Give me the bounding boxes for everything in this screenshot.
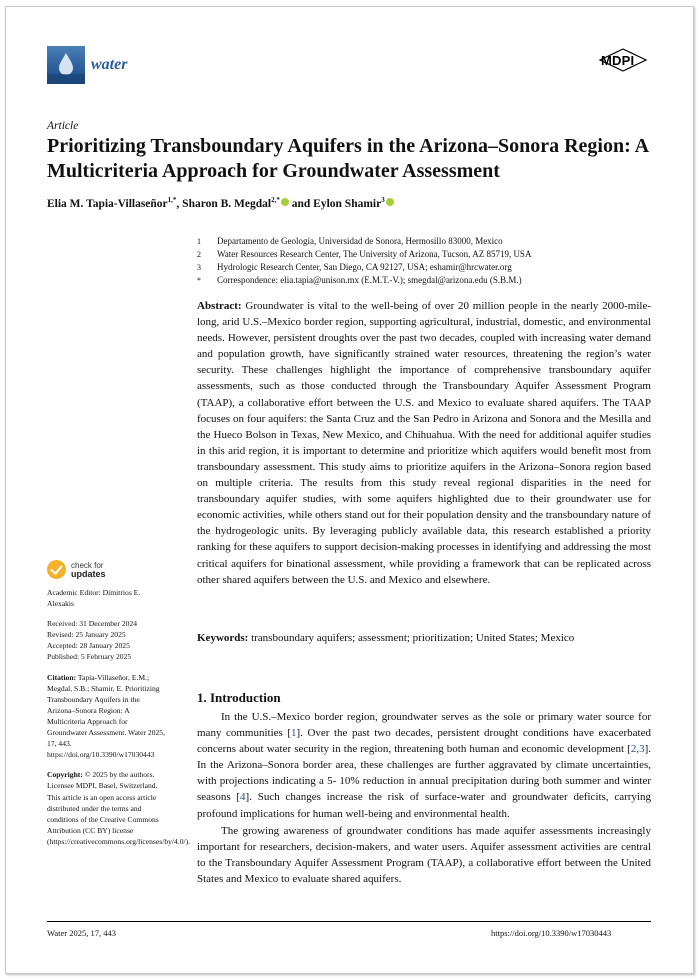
author-affiliation-mark: 2,* — [271, 196, 280, 204]
check-for-updates-badge[interactable] — [47, 560, 167, 579]
citation-text: Tapia-Villaseñor, E.M.; Megdal, S.B.; Shamir, E. Prioritizing Transboundary Aquifers in the Arizona–Sonora Region: A Multicriteria Approach for Groundwater Assessment. Water 2025, 17, 443. https://doi.org/10.3390/w17030443 — [47, 672, 165, 760]
keywords — [197, 630, 651, 646]
publisher-logo-text: MDPI — [601, 53, 635, 68]
author-affiliation-mark: 3 — [381, 196, 385, 204]
paper-title: Prioritizing Transboundary Aquifers in the Arizona–Sonora Region: A Multicriteria Approach for Groundwater Assessment — [47, 135, 648, 182]
author-separator: , — [176, 197, 183, 210]
affiliation-item — [197, 274, 657, 287]
affiliation-text: Water Resources Research Center, The University of Arizona, Tucson, AZ 85719, USA — [217, 249, 532, 259]
keywords-label: Keywords: — [197, 632, 249, 644]
correspondence-text: Correspondence: elia.tapia@unison.mx (E.M.T.-V.); smegdal@arizona.edu (S.B.M.) — [217, 275, 522, 285]
journal-name: water — [91, 56, 128, 73]
citation-link[interactable]: 4 — [240, 791, 246, 804]
text-run: ]. Such changes increase the risk of surface-water and groundwater deficits, carrying profound implications for human well-being and environmental health. — [197, 791, 651, 820]
orcid-icon[interactable] — [386, 198, 394, 206]
affiliation-number: 3 — [197, 263, 201, 272]
affiliation-item — [197, 235, 657, 248]
abstract — [197, 298, 651, 588]
affiliation-item — [197, 248, 657, 261]
affiliation-item — [197, 261, 657, 274]
citation-link[interactable]: 1 — [291, 727, 297, 740]
copyright-label: Copyright: — [47, 770, 83, 780]
text-run: ]. In the Arizona–Sonora border area, these challenges are further aggravated by climate uncertainties, with projections indicating a 5- 10% reduction in annual precipitation during both summer and winter seasons [ — [197, 743, 651, 804]
water-drop-icon — [47, 46, 85, 84]
dates-block — [47, 618, 167, 662]
journal-logo — [47, 46, 127, 84]
citation-label: Citation: — [47, 672, 77, 682]
body-paragraph — [197, 709, 651, 822]
revised-date: Revised: 25 January 2025 — [47, 630, 126, 640]
author-list — [47, 196, 394, 210]
author-name[interactable]: Sharon B. Megdal — [182, 197, 272, 210]
published-date: Published: 5 February 2025 — [47, 652, 132, 662]
check-line-bold: updates — [71, 568, 106, 579]
copyright-text: © 2025 by the authors. Licensee MDPI, Basel, Switzerland. This article is an open access article distributed under the terms and conditions of the Creative Commons Attribution (CC BY) license (https://creativecommons.org/licenses/by/4.0/). — [47, 770, 191, 846]
text-run: In the U.S.–Mexico border region, groundwater serves as the sole or primary water source for many communities [ — [197, 711, 651, 740]
academic-editor: Academic Editor: Dimitrios E. Alexakis — [47, 588, 141, 609]
footer-journal-ref: Water 2025, 17, 443 — [47, 928, 116, 938]
article-type: Article — [47, 120, 79, 132]
affiliation-number: 1 — [197, 237, 201, 246]
article-sidebar — [47, 560, 191, 856]
author-separator: and — [288, 197, 314, 210]
mdpi-logo-icon — [597, 48, 649, 77]
citation-link[interactable]: 2,3 — [630, 743, 645, 756]
copyright-block — [47, 769, 191, 847]
accepted-date: Accepted: 28 January 2025 — [47, 641, 130, 651]
check-line: check for — [71, 560, 104, 570]
footer-rule — [47, 921, 651, 922]
body-paragraph: The growing awareness of groundwater conditions has made aquifer assessments increasingly important for researchers, decision-makers, and water users. Aquifer assessment activities are central to the Transboundary Aquifer Assessment Program (TAAP), a collaborative effort between the United States and Mexico to evaluate shared aquifers. — [197, 824, 651, 885]
introduction-body — [197, 709, 651, 887]
author-affiliation-mark: 1,* — [167, 196, 177, 204]
author-name[interactable]: Eylon Shamir — [313, 197, 382, 210]
author-name[interactable]: Elia M. Tapia-Villaseñor — [47, 197, 168, 210]
text-run: ]. Over the past two decades, persistent drought conditions have exacerbated concerns about water security in the region, threatening both human and economic development [ — [197, 727, 651, 756]
affiliation-number: 2 — [197, 250, 201, 259]
abstract-label: Abstract: — [197, 300, 242, 312]
check-for-updates-icon — [47, 560, 66, 579]
section-heading: 1. Introduction — [197, 690, 281, 705]
keywords-text: transboundary aquifers; assessment; prioritization; United States; Mexico — [251, 632, 575, 644]
abstract-text: Groundwater is vital to the well-being of over 20 million people in the nearly 2000-mile-long, arid U.S.–Mexico border region, supporting agricultural, industrial, domestic, and environmental needs. However, persistent droughts over the past two decades, coupled with increasing water demand and population growth, have significantly strained water resources, threatening the region’s water security. These challenges highlight the importance of comprehensive transboundary aquifer assessments, such as those conducted through the Transboundary Aquifer Assessment Program (TAAP), a collaborative effort between the U.S. and Mexico to evaluate shared aquifers. The TAAP focuses on four aquifers: the Santa Cruz and the San Pedro in Arizona and Sonora and the Mesilla and the Hueco Bolson in Texas, New Mexico, and Chihuahua. With the need for additional aquifer studies in this arid region, it is important to determine and prioritize which aquifers would benefit most from transboundary assessment. This study aims to prioritize aquifers in the Arizona–Sonora region based on multiple criteria. The results from this study reveal regional disparities in the need for transboundary aquifer studies, with some aquifers highlighted due to their groundwater use for economic activities, while others stand out for their population density and the transboundary nature of the hydrogeologic units. By leveraging publicly available data, this research established a priority ranking for these aquifers to support decision-making processes in identifying and addressing the most critical aquifers for binational assessment, while providing a framework that can be replicated across other shared aquifers between the U.S. and Mexico and elsewhere. — [197, 300, 652, 586]
affiliation-number: * — [197, 276, 201, 285]
received-date: Received: 31 December 2024 — [47, 619, 138, 629]
check-for-updates-label — [71, 561, 106, 579]
citation-block — [47, 672, 167, 761]
affiliation-text: Departamento de Geología, Universidad de Sonora, Hermosillo 83000, Mexico — [217, 236, 503, 246]
affiliations — [197, 235, 657, 287]
affiliation-text: Hydrologic Research Center, San Diego, CA 92127, USA; eshamir@hrcwater.org — [217, 262, 512, 272]
footer-doi-link[interactable]: https://doi.org/10.3390/w17030443 — [491, 928, 612, 938]
orcid-icon[interactable] — [281, 198, 289, 206]
